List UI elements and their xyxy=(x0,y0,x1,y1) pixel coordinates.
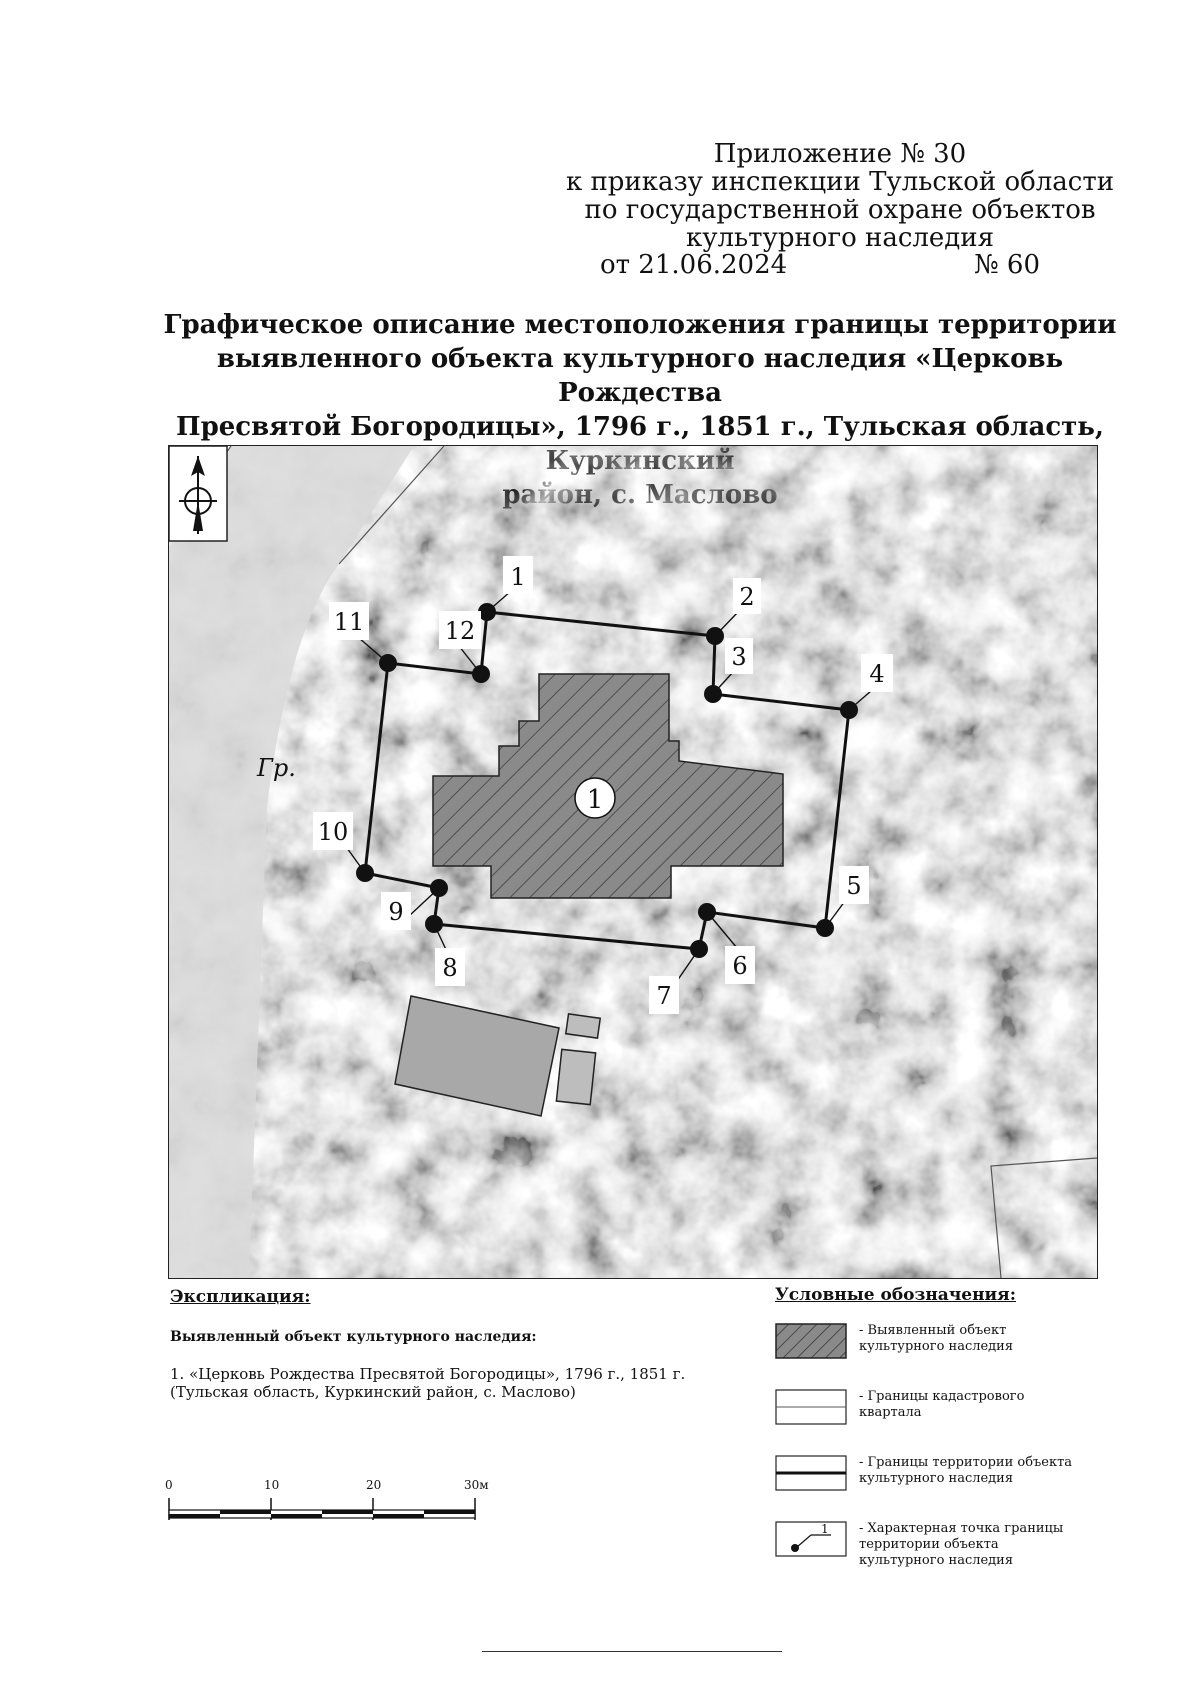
title-line-2: выявленного объекта культурного наследия «Церковь Рождества xyxy=(216,344,1064,408)
legend-item-point xyxy=(775,1521,1105,1575)
point-label-9: 9 xyxy=(388,898,404,926)
legend-item-object xyxy=(775,1323,1105,1377)
legend-point-number: 1 xyxy=(821,1522,829,1536)
legend-point-line-1: - Характерная точка границы xyxy=(859,1521,1064,1536)
outbuilding-small-1 xyxy=(566,1014,600,1038)
legend-cadastral-swatch xyxy=(775,1389,847,1425)
legend-item-cadastral xyxy=(775,1389,1105,1443)
scale-label-30: 30м xyxy=(464,1478,489,1492)
order-number: № 60 xyxy=(974,250,1040,280)
footer-divider xyxy=(482,1651,782,1652)
point-label-2: 2 xyxy=(739,583,755,611)
legend-object-line-1: - Выявленный объект xyxy=(859,1323,1007,1338)
order-reference-end: культурного наследия xyxy=(685,223,995,253)
legend xyxy=(775,1285,1105,1575)
point-label-10: 10 xyxy=(317,818,349,846)
legend-point-swatch xyxy=(775,1521,847,1557)
point-label-3: 3 xyxy=(731,643,747,671)
point-label-11: 11 xyxy=(333,608,365,636)
order-date-line xyxy=(600,250,1040,280)
order-date: от 21.06.2024 xyxy=(600,250,788,280)
order-reference-cont: по государственной охране объектов xyxy=(584,195,1096,225)
road-label: Гр. xyxy=(257,754,296,782)
point-label-1: 1 xyxy=(510,563,526,591)
point-label-4: 4 xyxy=(869,660,885,688)
object-number-label: 1 xyxy=(586,785,604,815)
legend-point-line-3: культурного наследия xyxy=(859,1553,1014,1568)
north-arrow-icon xyxy=(169,446,227,541)
scale-label-20: 20 xyxy=(366,1478,382,1492)
outbuilding-small-2 xyxy=(556,1049,595,1104)
point-label-8: 8 xyxy=(442,954,458,982)
legend-boundary-swatch xyxy=(775,1455,847,1491)
legend-heading: Условные обозначения: xyxy=(775,1285,1016,1305)
legend-object-line-2: культурного наследия xyxy=(859,1339,1014,1354)
explication-item xyxy=(170,1365,730,1401)
scale-label-10: 10 xyxy=(264,1478,280,1492)
explication-item-line-1: 1. «Церковь Рождества Пресвятой Богородицы», 1796 г., 1851 г. xyxy=(170,1365,686,1383)
order-reference: к приказу инспекции Тульской области xyxy=(565,167,1115,197)
legend-cadastral-line-1: - Границы кадастрового xyxy=(859,1389,1025,1404)
legend-boundary-line-1: - Границы территории объекта xyxy=(859,1455,1073,1470)
legend-boundary-line-2: культурного наследия xyxy=(859,1471,1014,1486)
point-label-6: 6 xyxy=(732,952,748,980)
scale-bar xyxy=(165,1478,489,1526)
point-label-12: 12 xyxy=(444,617,476,645)
explication-item-line-2: (Тульская область, Куркинский район, с. Маслово) xyxy=(170,1383,576,1401)
appendix-number: Приложение № 30 xyxy=(713,139,967,169)
boundary-map xyxy=(168,445,1098,1279)
explication-subheading: Выявленный объект культурного наследия: xyxy=(170,1329,537,1345)
explication-heading: Экспликация: xyxy=(170,1287,311,1307)
legend-item-boundary xyxy=(775,1455,1105,1509)
scale-bar-graphic xyxy=(168,1496,478,1522)
appendix-header xyxy=(560,140,1120,252)
legend-point-line-2: территории объекта xyxy=(859,1537,999,1552)
scale-labels xyxy=(165,1478,489,1496)
legend-hatch-swatch xyxy=(775,1323,847,1359)
explication xyxy=(170,1287,730,1401)
title-line-3: Пресвятой Богородицы», 1796 г., 1851 г., Тульская область, xyxy=(176,412,1104,442)
title-line-1: Графическое описание местоположения границы территории xyxy=(163,310,1117,340)
point-label-7: 7 xyxy=(656,982,672,1010)
map-drawing xyxy=(169,446,1097,1278)
scale-label-0: 0 xyxy=(165,1478,173,1492)
point-label-5: 5 xyxy=(846,872,862,900)
legend-cadastral-line-2: квартала xyxy=(859,1405,922,1420)
